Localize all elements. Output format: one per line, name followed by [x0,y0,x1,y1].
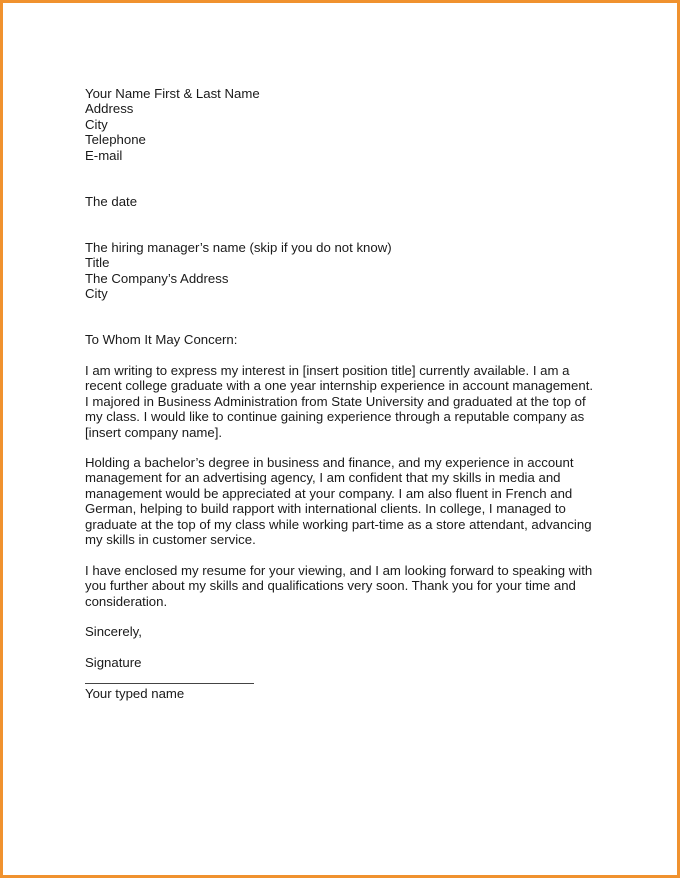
paragraph-line: consideration. [85,593,168,609]
typed-name: Your typed name [85,686,185,701]
paragraph-line: management would be appreciated at your company. I am also fluent in French and [85,485,573,501]
paragraph-qualifications [85,455,592,547]
salutation: To Whom It May Concern: [85,332,238,347]
sender-address: Address [85,101,134,117]
sender-city: City [85,116,108,132]
paragraph-interest [85,363,593,440]
paragraph-line: my class. I would like to continue gaining experience through a reputable company as [85,409,585,425]
sender-name: Your Name First & Last Name [85,86,260,101]
sender-block [85,86,260,163]
closing-salutation: Sincerely, [85,624,142,639]
signature-label: Signature [85,655,142,670]
paragraph-line: I have enclosed my resume for your viewing, and I am looking forward to speaking with [85,563,593,578]
paragraph-line: [insert company name]. [85,424,223,440]
recipient-block [85,240,392,302]
paragraph-line: my skills in customer service. [85,532,256,548]
paragraph-line: German, helping to build rapport with international clients. In college, I managed to [85,501,566,517]
paragraph-line: I majored in Business Administration from State University and graduated at the top of [85,393,586,409]
paragraph-closing [85,563,592,609]
paragraph-line: Holding a bachelor’s degree in business and finance, and my experience in account [85,455,574,470]
recipient-city: City [85,286,108,302]
sender-email: E-mail [85,147,123,163]
recipient-title: Title [85,255,110,271]
recipient-manager: The hiring manager’s name (skip if you do not know) [85,240,392,255]
sender-telephone: Telephone [85,132,146,148]
paragraph-line: you further about my skills and qualifications very soon. Thank you for your time and [85,578,576,594]
recipient-company-address: The Company’s Address [85,270,229,286]
paragraph-line: I am writing to express my interest in [insert position title] currently available. I am a [85,363,570,378]
paragraph-line: management for an advertising agency, I am confident that my skills in media and [85,470,561,486]
paragraph-line: recent college graduate with a one year internship experience in account management. [85,378,594,394]
letter-date: The date [85,194,138,209]
signature-line [85,683,254,684]
paragraph-line: graduate at the top of my class while working part-time as a store attendant, advancing [85,516,592,532]
